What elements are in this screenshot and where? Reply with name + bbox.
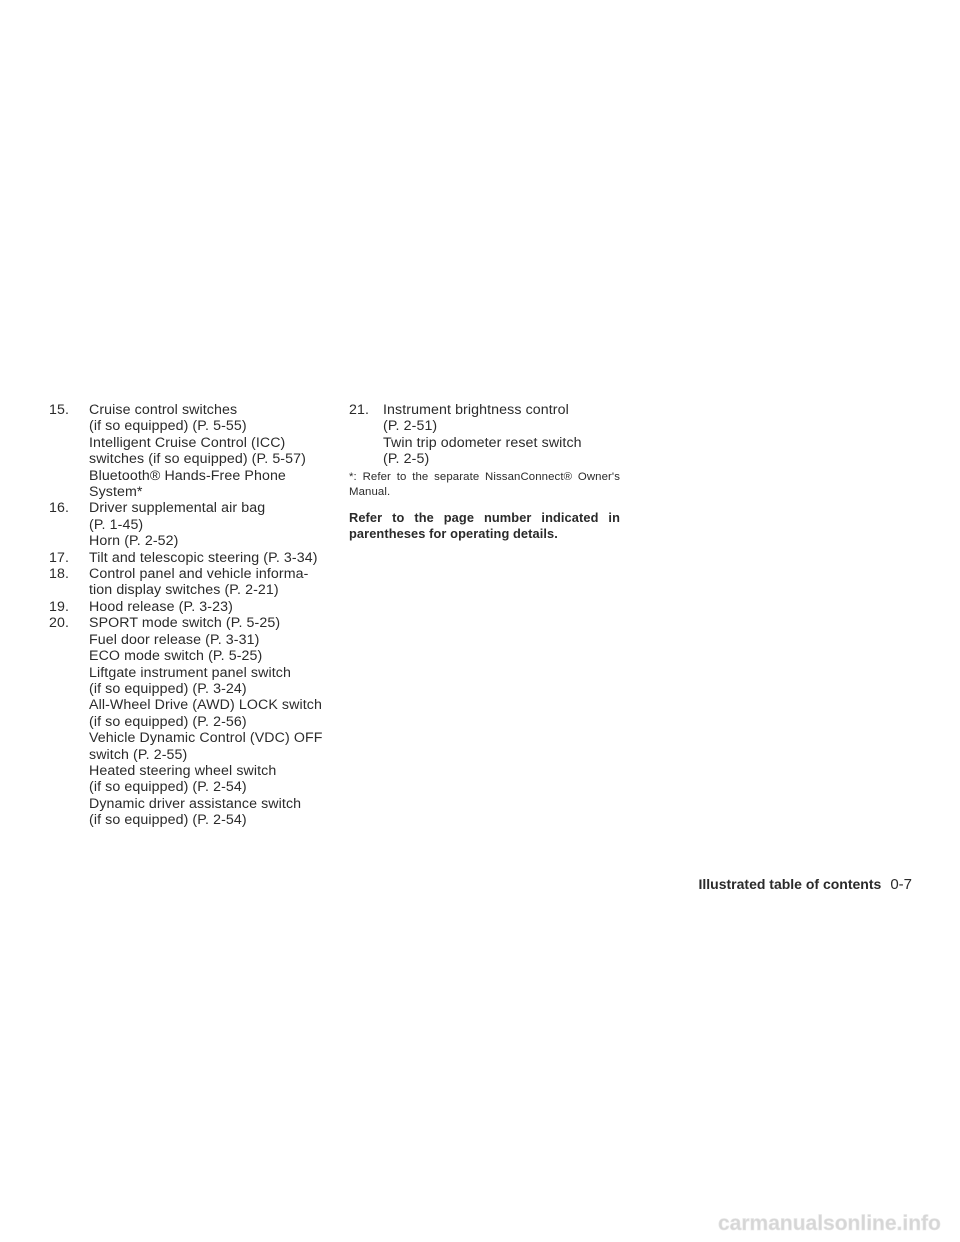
- item-number: 20.: [49, 615, 70, 632]
- item-line: Instrument brightness control: [383, 402, 569, 418]
- list-item: [49, 550, 331, 566]
- item-line: SPORT mode switch (P. 5-25): [89, 615, 281, 632]
- item-number: 18.: [49, 566, 70, 583]
- left-column: [49, 402, 331, 829]
- item-text: [89, 550, 331, 566]
- list-item: [49, 500, 331, 549]
- item-number: 17.: [49, 549, 70, 566]
- item-line: Driver supplemental air bag: [89, 500, 266, 517]
- footnote: *: Refer to the separate NissanConnect® Owner's Manual.: [349, 470, 620, 499]
- item-text: [89, 599, 331, 615]
- item-line: Bluetooth® Hands-Free Phone: [89, 467, 286, 484]
- item-line: Liftgate instrument panel switch: [89, 664, 291, 681]
- item-text: [383, 402, 625, 468]
- list-item: [349, 402, 625, 468]
- item-text: [89, 566, 331, 599]
- svg-text:carmanualsonline.info: carmanualsonline.info: [718, 1212, 941, 1235]
- right-column: [349, 402, 625, 542]
- item-line: Intelligent Cruise Control (ICC): [89, 434, 286, 451]
- item-number: 19.: [49, 598, 70, 615]
- page-number: 0-7: [890, 876, 912, 893]
- item-line: All-Wheel Drive (AWD) LOCK switch: [89, 697, 322, 714]
- item-number: 16.: [49, 500, 70, 517]
- item-text: [89, 615, 331, 828]
- item-line: (if so equipped) (P. 2-54): [89, 812, 247, 829]
- list-item: [49, 402, 331, 500]
- item-line: Tilt and telescopic steering (P. 3-34): [89, 549, 318, 566]
- item-line: (if so equipped) (P. 2-56): [89, 713, 247, 730]
- item-line: Control panel and vehicle informa-: [89, 566, 309, 583]
- item-line: Fuel door release (P. 3-31): [89, 631, 260, 648]
- item-line: (P. 2-5): [383, 451, 430, 468]
- item-line: Vehicle Dynamic Control (VDC) OFF: [89, 730, 323, 747]
- item-line: (if so equipped) (P. 5-55): [89, 418, 247, 435]
- item-line: switches (if so equipped) (P. 5-57): [89, 451, 306, 468]
- right-items-list: [349, 402, 625, 468]
- item-text: [89, 402, 331, 500]
- item-line: (if so equipped) (P. 2-54): [89, 779, 247, 796]
- item-line: System*: [89, 484, 143, 501]
- item-line: Heated steering wheel switch: [89, 762, 277, 779]
- item-line: switch (P. 2-55): [89, 746, 188, 763]
- list-item: [49, 615, 331, 828]
- item-number: 15.: [49, 402, 70, 418]
- page-footer: [699, 876, 913, 893]
- item-line: Cruise control switches: [89, 402, 238, 418]
- operating-details-note: Refer to the page number indicated in parentheses for operating details.: [349, 510, 620, 542]
- item-line: ECO mode switch (P. 5-25): [89, 648, 263, 665]
- list-item: [49, 566, 331, 599]
- footer-section-title: Illustrated table of contents: [698, 876, 882, 892]
- item-line: tion display switches (P. 2-21): [89, 582, 279, 599]
- item-line: Twin trip odometer reset switch: [383, 434, 582, 451]
- item-text: [89, 500, 331, 549]
- item-line: Horn (P. 2-52): [89, 533, 179, 550]
- watermark-logo: [718, 1211, 950, 1235]
- item-line: (P. 2-51): [383, 418, 438, 435]
- item-number: 21.: [349, 402, 370, 418]
- item-line: Dynamic driver assistance switch: [89, 795, 302, 812]
- list-item: [49, 599, 331, 615]
- watermark-logo-image: [718, 1211, 950, 1235]
- left-items-list: [49, 402, 331, 829]
- item-line: Hood release (P. 3-23): [89, 598, 233, 615]
- item-line: (if so equipped) (P. 3-24): [89, 680, 247, 697]
- item-line: (P. 1-45): [89, 516, 144, 533]
